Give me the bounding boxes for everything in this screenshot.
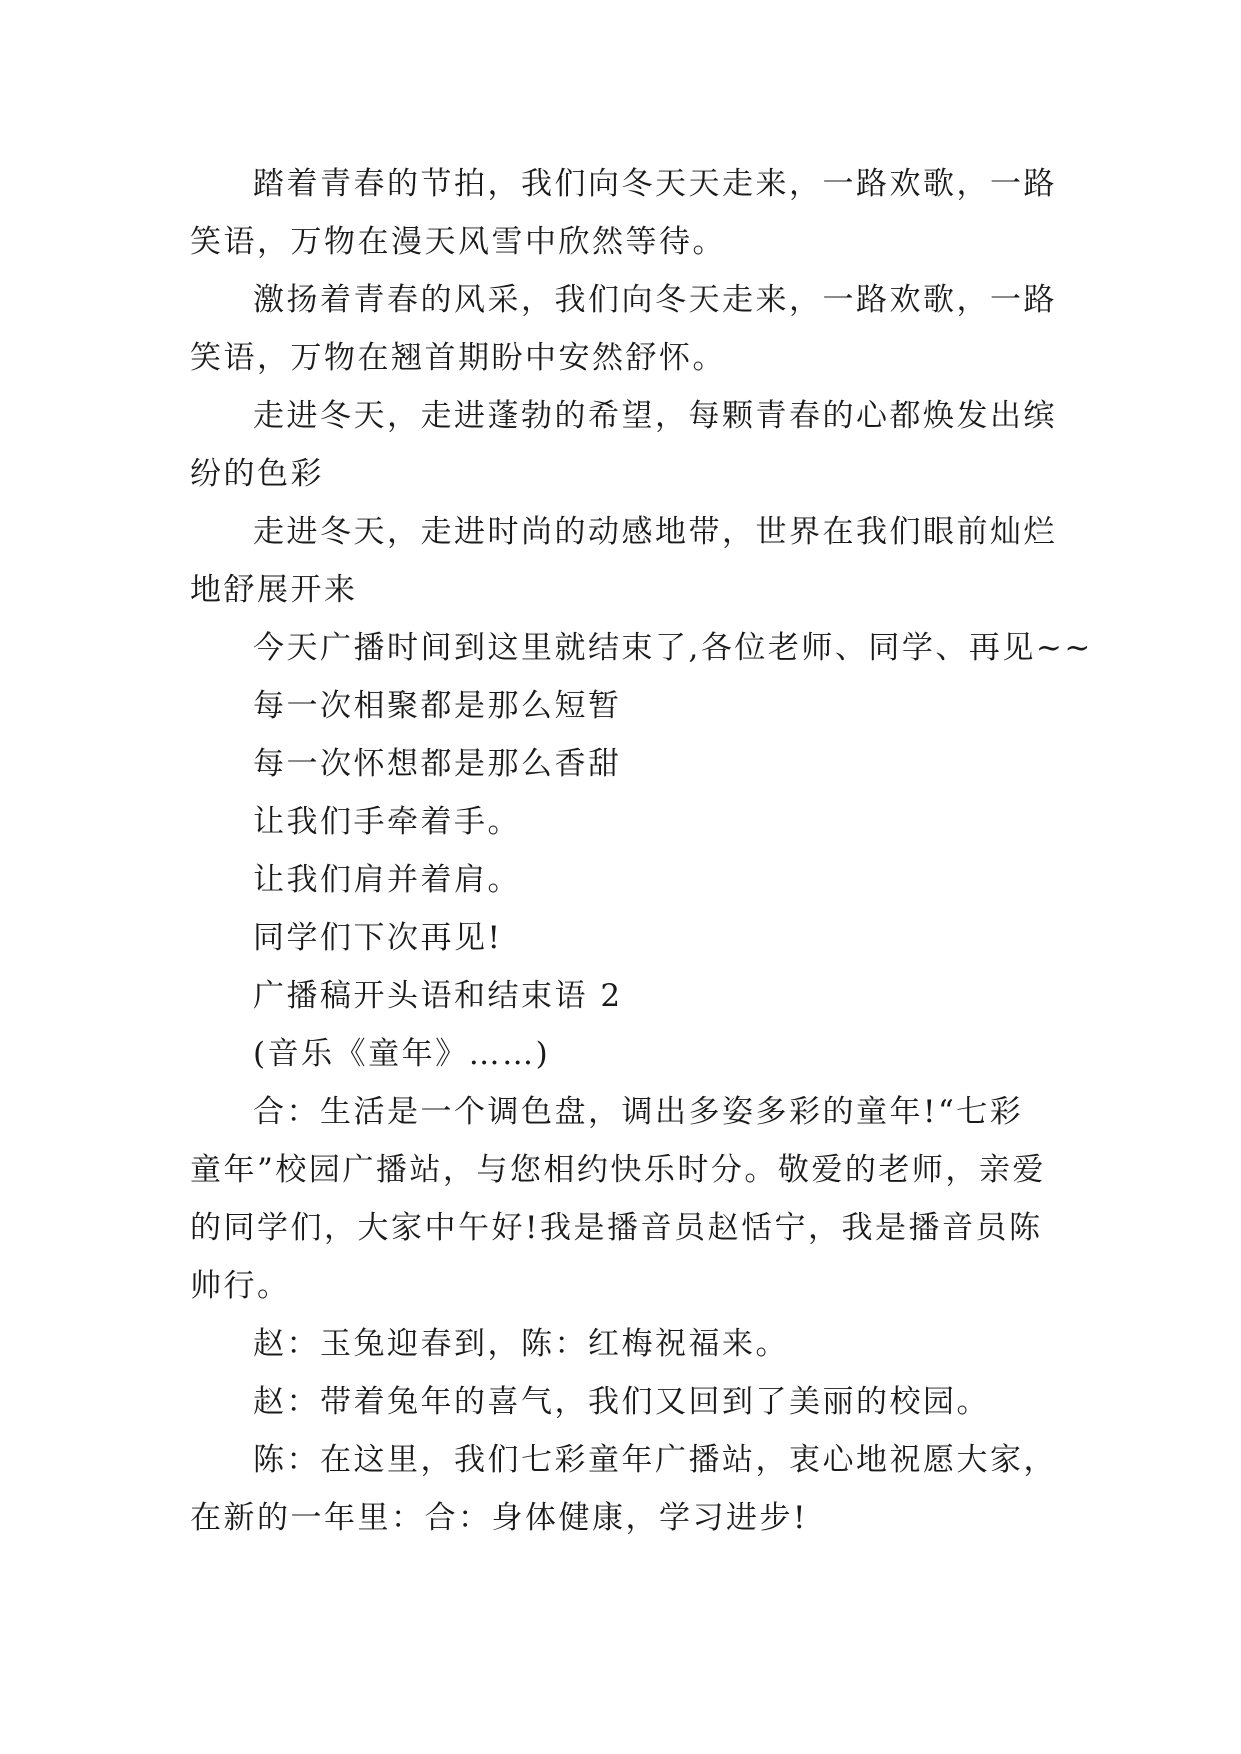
paragraph-3-line-2: 纷的色彩 [190, 456, 324, 492]
section-heading: 广播稿开头语和结束语 2 [253, 978, 623, 1014]
paragraph-16-line-2: 在新的一年里：合：身体健康，学习进步! [190, 1500, 808, 1536]
paragraph-16-line-1: 陈：在这里，我们七彩童年广播站，衷心地祝愿大家， [253, 1442, 1057, 1478]
paragraph-13-line-3: 的同学们，大家中午好!我是播音员赵恬宁，我是播音员陈 [190, 1210, 1043, 1246]
paragraph-13-line-1: 合：生活是一个调色盘，调出多姿多彩的童年!“七彩 [253, 1094, 1024, 1130]
paragraph-6: 每一次相聚都是那么短暂 [253, 688, 622, 724]
paragraph-2-line-1: 激扬着青春的风采，我们向冬天走来，一路欢歌，一路 [253, 282, 1057, 318]
paragraph-1-line-2: 笑语，万物在漫天风雪中欣然等待。 [190, 224, 726, 260]
paragraph-8: 让我们手牵着手。 [253, 804, 521, 840]
paragraph-13-line-2: 童年”校园广播站，与您相约快乐时分。敬爱的老师，亲爱 [190, 1152, 1046, 1188]
paragraph-2-line-2: 笑语，万物在翘首期盼中安然舒怀。 [190, 340, 726, 376]
paragraph-1-line-1: 踏着青春的节拍，我们向冬天天走来，一路欢歌，一路 [253, 166, 1057, 202]
paragraph-14: 赵：玉兔迎春到，陈：红梅祝福来。 [253, 1326, 789, 1362]
paragraph-7: 每一次怀想都是那么香甜 [253, 746, 622, 782]
paragraph-15: 赵：带着兔年的喜气，我们又回到了美丽的校园。 [253, 1384, 990, 1420]
paragraph-9: 让我们肩并着肩。 [253, 862, 521, 898]
paragraph-3-line-1: 走进冬天，走进蓬勃的希望，每颗青春的心都焕发出缤 [253, 398, 1057, 434]
paragraph-5: 今天广播时间到这里就结束了,各位老师、同学、再见~~ [253, 630, 1093, 666]
paragraph-13-line-4: 帅行。 [190, 1268, 291, 1304]
music-cue: (音乐《童年》……) [253, 1036, 551, 1072]
paragraph-4-line-1: 走进冬天，走进时尚的动感地带，世界在我们眼前灿烂 [253, 514, 1057, 550]
paragraph-10: 同学们下次再见! [253, 920, 503, 956]
paragraph-4-line-2: 地舒展开来 [190, 572, 358, 608]
